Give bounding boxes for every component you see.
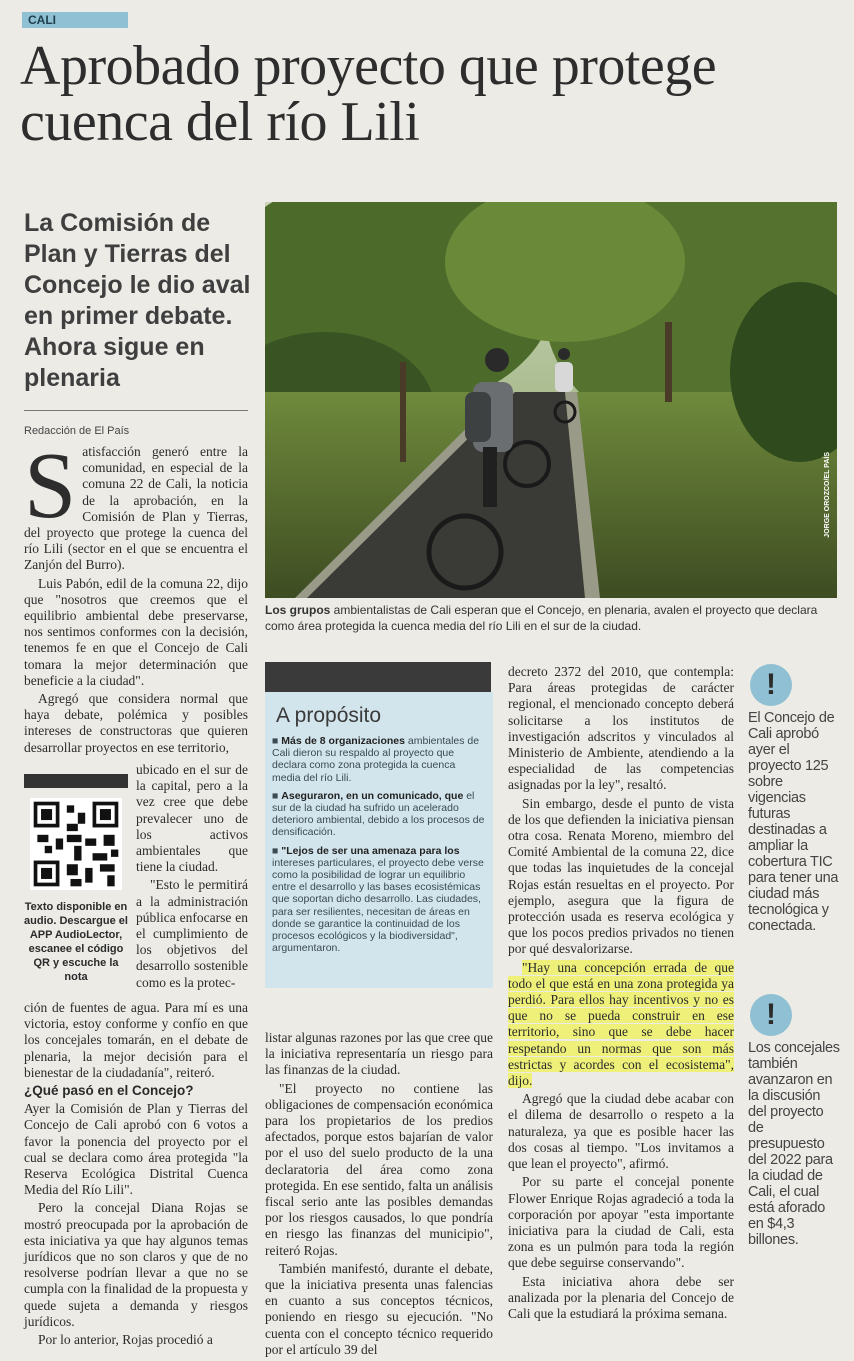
paragraph: Esta iniciativa ahora debe ser analizada por la plenaria del Concejo de Cali que la estudiará la próxima semana. [508,1273,734,1321]
rail-fact-1: El Concejo de Cali aprobó ayer el proyecto 125 sobre vigencias futuras destinadas a ampliar la cobertura TIC para tener una ciudad más tecnológica y conectada. [748,710,839,934]
section-tag: CALI [22,12,128,28]
sidebar-header-bar [265,662,491,692]
paragraph: ubicado en el sur de la capital, pero a la vez cree que debe prevalecer uno de los activos ambientales que tiene la ciudad. [136,762,248,875]
sidebar-items [272,735,486,960]
paragraph: Por lo anterior, Rojas procedió a [38,1332,213,1348]
qr-header-bar [24,774,128,788]
paragraph: "Esto le permitirá a la administración pública enfocarse en el cumplimiento de los objetivos del desarrollo sostenible como es la protec- [136,877,248,990]
sidebar-item: ■ Más de 8 organizaciones ambientales de Cali dieron su respaldo al proyecto que declara como zona protegida la cuenca media del río Lili. [272,735,480,784]
paragraph: Ayer la Comisión de Plan y Tierras del Concejo de Cali aprobó con 6 votos a favor la ponencia del proyecto por el cual se declara como área protegida "la Reserva Ecológica Distrital Cuenca Media del Río Lili". [24,1101,248,1198]
column-1-bottom [24,1000,248,1350]
quote-highlight: "Hay una concepción errada de que todo el que está en una zona protegida ya perdió. Para ellos hay incentivos y no es que no se pueda construir en ese territorio, sino que se debe hacer respetando un normas que son más estrictas y acordes con el ecosistema", dijo. [508,959,734,1089]
drop-cap: S [24,434,77,538]
paragraph: Sin embargo, desde el punto de vista de los que defienden la iniciativa piensan otra cosa. Renata Moreno, miembro del Comité Ambiental de la comuna 22, dice que todas las inquietudes de la concejal Rojas están resueltas en el proyecto. Por ejemplo, asegura que la figura de protección usada es reserva ecológica y que los pocos predios privados no tienen por qué desvalorizarse. [508,795,734,957]
subheading: ¿Qué pasó en el Concejo? [24,1083,194,1099]
deck: La Comisión de Plan y Tierras del Concejo le dio aval en primer debate. Ahora sigue en plenaria [24,209,251,392]
rail-fact-2: Los concejales también avanzaron en la discusión del proyecto de presupuesto del 2022 para la ciudad de Cali, el cual está aforado en $4,3 billones. [748,1040,840,1248]
paragraph: ción de fuentes de agua. Para mí es una victoria, estoy conforme y confío en que los concejales tomarán, en el debate de plenaria, la mejor decisión para el bienestar de la ciudadanía", reiteró. [24,1000,248,1080]
deck-divider [24,410,248,411]
qr-code-icon[interactable] [30,798,122,890]
paragraph: Pero la concejal Diana Rojas se mostró preocupada por la aprobación de esta iniciativa ya que hay algunos temas jurídicos que no son claros y que de no resolverse podrían llevar a que no se cumpla con la finalidad de la propuesta y quede sujeta a demanda y riesgos jurídicos. [24,1200,248,1329]
paragraph: Luis Pabón, edil de la comuna 22, dijo que "nosotros que creemos que el equilibrio ambiental debe preservarse, nos sentimos conformes con la decisión, tenemos fe en que el Concejo de Cali tomara la mejor determinación que beneficie a la ciudad". [24,575,248,688]
sidebar-item: ■ "Lejos de ser una amenaza para los intereses particulares, el proyecto debe verse como la posibilidad de lograr un equilibrio entre el desarrollo y las bases ecosistémicas que soportan dicho desarrollo. Las ciudades, para ser resilientes, necesitan de áreas en donde se garantice la continuidad de los procesos ecológicos y la biodiversidad", argumentaron. [272,844,484,955]
paragraph: listar algunas razones por las que cree que la iniciativa representaría un riesgo para las finanzas de la ciudad. [265,1030,493,1078]
column-1-narrow [136,762,248,993]
column-2 [265,1030,493,1360]
sidebar-title: A propósito [276,704,382,727]
headline: Aprobado proyecto que protege cuenca del río Lili [20,35,717,153]
exclamation-icon: ! [750,664,792,706]
photo-caption: Los grupos ambientalistas de Cali esperan que el Concejo, en plenaria, avalen el proyecto que declara como área protegida la cuenca media del río Lili en el sur de la ciudad. [265,603,818,633]
byline: Redacción de El País [24,425,130,437]
column-3 [508,664,734,1324]
cyclists-trail-image [265,202,837,598]
paragraph: "El proyecto no contiene las obligaciones de compensación económica para los propietarios de los predios afectados, porque estos bajarían de valor por el uso del suelo producto de la una declaratoria del área como zona protegida. En ese sentido, falta un análisis fiscal serio ante las posibles demandas por los riesgos causados, lo que pondría en riesgo las finanzas del municipio", reiteró Rojas. [265,1080,493,1258]
qr-caption: Texto disponible en audio. Descargue el APP AudioLector, escanee el código QR y escuche la nota [24,901,128,983]
column-1-top [24,434,248,758]
sidebar-item: ■ Aseguraron, en un comunicado, que el sur de la ciudad ha sufrido un acelerado deterioro ambiental, debido a los procesos de densificación. [272,789,485,839]
paragraph: Agregó que la ciudad debe acabar con el dilema de desarrollo o respeto a la naturaleza, ya que es posible hacer las dos cosas al tiempo. "Los invitamos a que lean el proyecto", afirmó. [508,1091,734,1172]
exclamation-icon: ! [750,994,792,1036]
paragraph: También manifestó, durante el debate, que la iniciativa presenta unas falencias en cuanto a sus conceptos técnicos, poniendo en riesgo su ejecución. "No cuenta con el concepto técnico requerido por el artículo 39 del [265,1260,493,1357]
paragraph: Por su parte el concejal ponente Flower Enrique Rojas agradeció a toda la corporación por apoyar "esta importante iniciativa para la ciudad de Cali, esta zona es un pulmón para toda la región que debe seguirse conservando". [508,1174,734,1271]
article-photo [265,202,837,598]
paragraph: Agregó que considera normal que haya debate, polémica y posibles intereses de constructoras que quieren desarrollar proyectos en ese territorio, [24,691,248,755]
paragraph: Satisfacción generó entre la comunidad, en especial de la comuna 22 de Cali, la noticia de la aprobación, en la Comisión de Plan y Tierras, del proyecto que protege la cuenca del río Lili (sector en el que se encuentra el Zanjón del Burro). [24,434,248,573]
paragraph: decreto 2372 del 2010, que contempla: Para áreas protegidas de carácter regional, el mencionado concepto deberá solicitarse a los institutos de investigación adscritos y vinculados al Ministerio de Ambiente, atendiendo a la especialidad de las competencias asignadas por la ley", resaltó. [508,664,734,793]
photo-credit: JORGE OROZCO/EL PAÍS [824,452,831,538]
